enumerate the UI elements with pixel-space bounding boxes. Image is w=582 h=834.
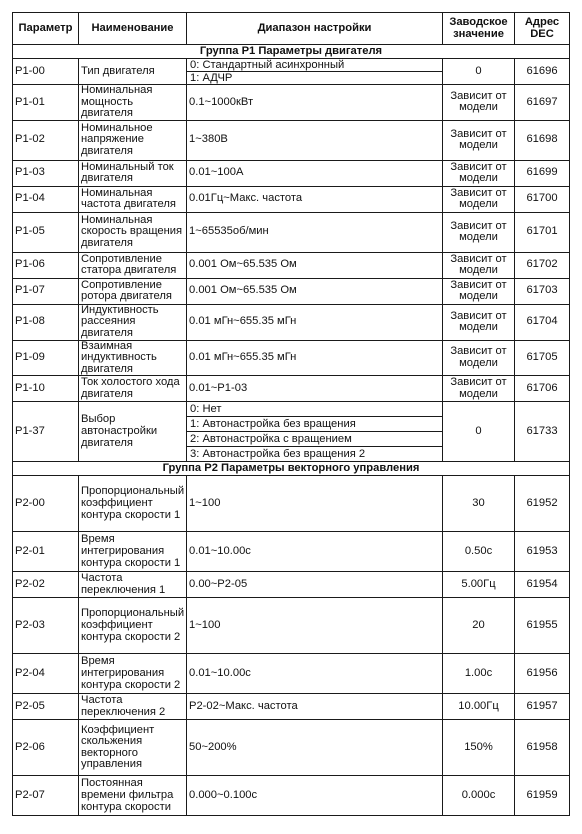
param-range: 1~100	[187, 476, 443, 532]
param-default: Зависит от модели	[443, 376, 515, 402]
param-default: Зависит от модели	[443, 340, 515, 376]
param-name: Выбор автонастройки двигателя	[79, 402, 187, 462]
table-row	[13, 532, 570, 572]
table-row	[13, 694, 570, 720]
param-range: 0.01~100А	[187, 160, 443, 186]
param-code: P1-00	[13, 59, 79, 85]
param-name: Коэффициент скольжения векторного управления	[79, 720, 187, 776]
param-range-options	[187, 59, 443, 85]
table-row	[13, 476, 570, 532]
param-name: Номинальная частота двигателя	[79, 186, 187, 212]
param-code: P1-07	[13, 278, 79, 304]
param-range: 0.01~10.00с	[187, 654, 443, 694]
param-address: 61956	[515, 654, 570, 694]
param-code: P1-02	[13, 120, 79, 160]
param-address: 61703	[515, 278, 570, 304]
range-option: 3: Автонастройка без вращения 2	[190, 448, 366, 461]
group-title: Группа P2 Параметры векторного управления	[13, 462, 570, 476]
param-address: 61704	[515, 304, 570, 340]
param-address: 61952	[515, 476, 570, 532]
param-code: P2-07	[13, 776, 79, 816]
param-name: Тип двигателя	[79, 59, 187, 85]
param-code: P1-06	[13, 252, 79, 278]
param-code: P1-01	[13, 85, 79, 121]
param-address: 61705	[515, 340, 570, 376]
param-code: P1-37	[13, 402, 79, 462]
param-range: 1~100	[187, 598, 443, 654]
param-code: P1-05	[13, 212, 79, 252]
header-row	[13, 13, 570, 45]
param-address: 61699	[515, 160, 570, 186]
param-range: 0.01~10.00с	[187, 532, 443, 572]
range-option: 2: Автонастройка с вращением	[187, 432, 442, 447]
param-range: 0.001 Ом~65.535 Ом	[187, 252, 443, 278]
table-row	[13, 160, 570, 186]
param-default: Зависит от модели	[443, 186, 515, 212]
param-default: 0.50с	[443, 532, 515, 572]
param-code: P1-08	[13, 304, 79, 340]
param-range: 0.1~1000кВт	[187, 85, 443, 121]
param-default: Зависит от модели	[443, 160, 515, 186]
param-range: 1~65535об/мин	[187, 212, 443, 252]
table-row	[13, 186, 570, 212]
param-address: 61958	[515, 720, 570, 776]
param-range: 0.01~P1-03	[187, 376, 443, 402]
group-row	[13, 45, 570, 59]
param-range: 0.01Гц~Макс. частота	[187, 186, 443, 212]
param-code: P1-03	[13, 160, 79, 186]
param-range: P2-02~Макс. частота	[187, 694, 443, 720]
param-code: P1-10	[13, 376, 79, 402]
param-address: 61953	[515, 532, 570, 572]
table-row	[13, 252, 570, 278]
param-name: Номинальная мощность двигателя	[79, 85, 187, 121]
param-code: P1-04	[13, 186, 79, 212]
param-address: 61957	[515, 694, 570, 720]
table-row	[13, 85, 570, 121]
param-range: 0.00~P2-05	[187, 572, 443, 598]
param-code: P2-04	[13, 654, 79, 694]
header-name: Наименование	[79, 13, 187, 45]
param-address: 61696	[515, 59, 570, 85]
param-name: Пропорциональный коэффициент контура скорости 2	[79, 598, 187, 654]
table-row	[13, 304, 570, 340]
param-default: 0	[443, 402, 515, 462]
param-default: 10.00Гц	[443, 694, 515, 720]
param-address: 61733	[515, 402, 570, 462]
table-row	[13, 402, 570, 462]
range-option: 0: Стандартный асинхронный	[187, 59, 442, 72]
param-default: 1.00с	[443, 654, 515, 694]
param-range: 0.001 Ом~65.535 Ом	[187, 278, 443, 304]
param-name: Номинальное напряжение двигателя	[79, 120, 187, 160]
param-default: Зависит от модели	[443, 252, 515, 278]
param-name: Постоянная времени фильтра контура скорости	[79, 776, 187, 816]
header-param: Параметр	[13, 13, 79, 45]
param-name: Частота переключения 1	[79, 572, 187, 598]
param-name: Сопротивление статора двигателя	[79, 252, 187, 278]
param-address: 61697	[515, 85, 570, 121]
table-row	[13, 120, 570, 160]
param-address: 61702	[515, 252, 570, 278]
param-range-options	[187, 402, 443, 462]
table-row	[13, 572, 570, 598]
param-code: P2-03	[13, 598, 79, 654]
table-row	[13, 59, 570, 85]
header-address: Адрес DEC	[515, 13, 570, 45]
param-address: 61959	[515, 776, 570, 816]
param-default: Зависит от модели	[443, 304, 515, 340]
range-option: 0: Нет	[187, 402, 442, 417]
param-default: Зависит от модели	[443, 85, 515, 121]
table-body	[13, 45, 570, 816]
param-code: P1-09	[13, 340, 79, 376]
range-option: 1: Автонастройка без вращения	[187, 417, 442, 432]
param-address: 61706	[515, 376, 570, 402]
param-default: Зависит от модели	[443, 278, 515, 304]
table-row	[13, 278, 570, 304]
param-name: Частота переключения 2	[79, 694, 187, 720]
param-address: 61701	[515, 212, 570, 252]
param-code: P2-00	[13, 476, 79, 532]
parameter-table	[12, 12, 570, 816]
param-name: Пропорциональный коэффициент контура скорости 1	[79, 476, 187, 532]
table-row	[13, 598, 570, 654]
header-default: Заводское значение	[443, 13, 515, 45]
table-row	[13, 776, 570, 816]
param-default: 0	[443, 59, 515, 85]
param-default: 150%	[443, 720, 515, 776]
param-range: 0.01 мГн~655.35 мГн	[187, 340, 443, 376]
param-default: Зависит от модели	[443, 120, 515, 160]
table-row	[13, 340, 570, 376]
param-name: Сопротивление ротора двигателя	[79, 278, 187, 304]
param-code: P2-06	[13, 720, 79, 776]
param-default: 5.00Гц	[443, 572, 515, 598]
param-code: P2-05	[13, 694, 79, 720]
param-name: Номинальная скорость вращения двигателя	[79, 212, 187, 252]
param-name: Индуктивность рассеяния двигателя	[79, 304, 187, 340]
table-row	[13, 654, 570, 694]
param-name: Взаимная индуктивность двигателя	[79, 340, 187, 376]
group-row	[13, 462, 570, 476]
param-range: 50~200%	[187, 720, 443, 776]
param-code: P2-01	[13, 532, 79, 572]
param-range: 1~380В	[187, 120, 443, 160]
table-row	[13, 720, 570, 776]
param-default: 0.000с	[443, 776, 515, 816]
header-range: Диапазон настройки	[187, 13, 443, 45]
param-name: Время интегрирования контура скорости 1	[79, 532, 187, 572]
range-option: 1: АДЧР	[190, 72, 233, 84]
param-default: 20	[443, 598, 515, 654]
param-code: P2-02	[13, 572, 79, 598]
param-address: 61700	[515, 186, 570, 212]
param-name: Номинальный ток двигателя	[79, 160, 187, 186]
param-address: 61955	[515, 598, 570, 654]
group-title: Группа P1 Параметры двигателя	[13, 45, 570, 59]
table-row	[13, 212, 570, 252]
param-name: Ток холостого хода двигателя	[79, 376, 187, 402]
param-name: Время интегрирования контура скорости 2	[79, 654, 187, 694]
param-address: 61698	[515, 120, 570, 160]
param-default: 30	[443, 476, 515, 532]
table-row	[13, 376, 570, 402]
param-range: 0.000~0.100с	[187, 776, 443, 816]
param-address: 61954	[515, 572, 570, 598]
param-range: 0.01 мГн~655.35 мГн	[187, 304, 443, 340]
param-default: Зависит от модели	[443, 212, 515, 252]
